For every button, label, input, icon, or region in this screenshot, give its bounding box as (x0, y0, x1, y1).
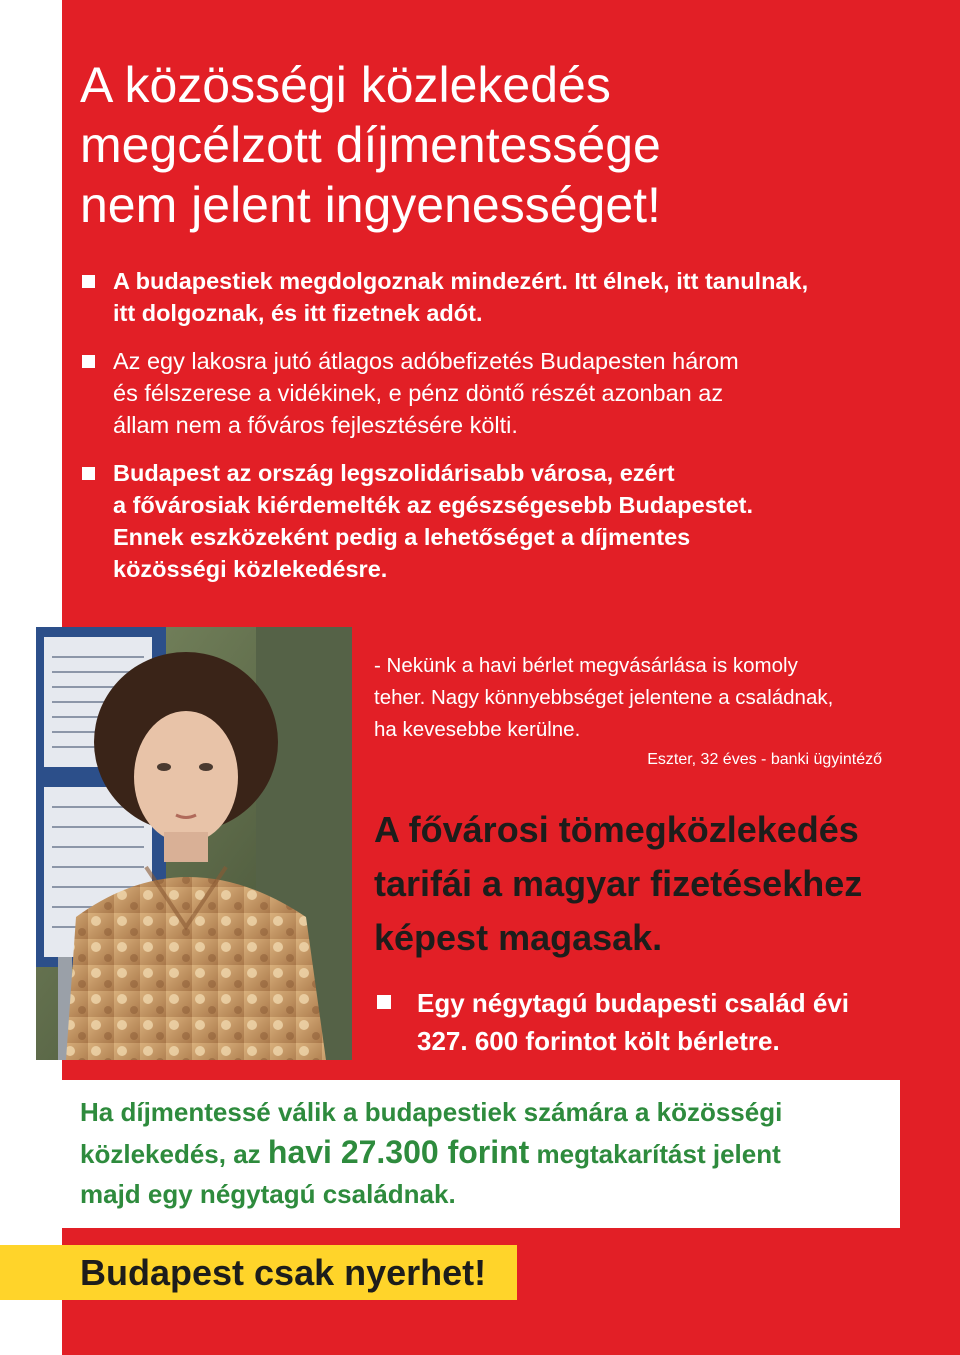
quote-attribution: Eszter, 32 éves - banki ügyintéző (647, 751, 882, 768)
quote-block (374, 650, 914, 746)
portrait-illustration (36, 627, 352, 1060)
bullet-text-line: Budapest az ország legszolidárisabb városa, ezért (113, 460, 675, 486)
bullet-text-line: Egy négytagú budapesti család évi (417, 988, 850, 1018)
tariff-headline (374, 803, 934, 965)
family-cost-bullet (377, 984, 957, 1060)
quote-line: ha kevesebbe kerülne. (374, 718, 581, 741)
savings-line: Ha díjmentessé válik a budapestiek számára a közösségi (80, 1097, 783, 1127)
savings-text-part: megtakarítást jelent (529, 1139, 781, 1169)
title-line: megcélzott díjmentessége (80, 117, 661, 173)
bullet-text-line: állam nem a főváros fejlesztésére költi. (113, 412, 518, 438)
bullet-text-line: közösségi közlekedésre. (113, 556, 388, 582)
headline-line: tarifái a magyar fizetésekhez (374, 863, 863, 904)
bullet-item (80, 345, 920, 441)
bullet-text-line: és félszerese a vidékinek, e pénz döntő részét azonban az (113, 380, 724, 406)
headline-line: képest magasak. (374, 917, 663, 958)
savings-line: majd egy négytagú családnak. (80, 1179, 456, 1209)
savings-text (80, 1092, 880, 1214)
title-line: A közösségi közlekedés (80, 57, 611, 113)
headline-line: A fővárosi tömegközlekedés (374, 809, 859, 850)
square-bullet-icon (82, 467, 95, 480)
bullet-text-line: Ennek eszközeként pedig a lehetőséget a díjmentes (113, 524, 691, 550)
slogan-text: Budapest csak nyerhet! (80, 1252, 487, 1293)
bullet-item (80, 265, 920, 329)
savings-text-part: közlekedés, az (80, 1139, 268, 1169)
bullet-text-line: Az egy lakosra jutó átlagos adóbefizetés Budapesten három (113, 348, 739, 374)
square-bullet-icon (82, 275, 95, 288)
bullet-text-line: a fővárosiak kiérdemelték az egészségesebb Budapestet. (113, 492, 754, 518)
savings-box (62, 1080, 900, 1228)
square-bullet-icon (82, 355, 95, 368)
quote-line: - Nekünk a havi bérlet megvásárlása is komoly (374, 654, 798, 677)
bullet-text-line: 327. 600 forintot költ bérletre. (417, 1026, 780, 1056)
savings-amount-highlight: havi 27.300 forint (267, 1134, 530, 1170)
square-bullet-icon (377, 995, 391, 1009)
title-line: nem jelent ingyenességet! (80, 177, 661, 233)
bullet-list (80, 265, 920, 601)
bullet-text-line: A budapestiek megdolgoznak mindezért. Itt élnek, itt tanulnak, (113, 268, 809, 294)
savings-line (80, 1132, 880, 1174)
page-title (80, 55, 880, 235)
portrait-photo (36, 627, 352, 1060)
quote-line: teher. Nagy könnyebbséget jelentene a családnak, (374, 686, 834, 709)
bullet-item (80, 457, 920, 585)
slogan-banner (0, 1245, 517, 1300)
bullet-text-line: itt dolgoznak, és itt fizetnek adót. (113, 300, 483, 326)
